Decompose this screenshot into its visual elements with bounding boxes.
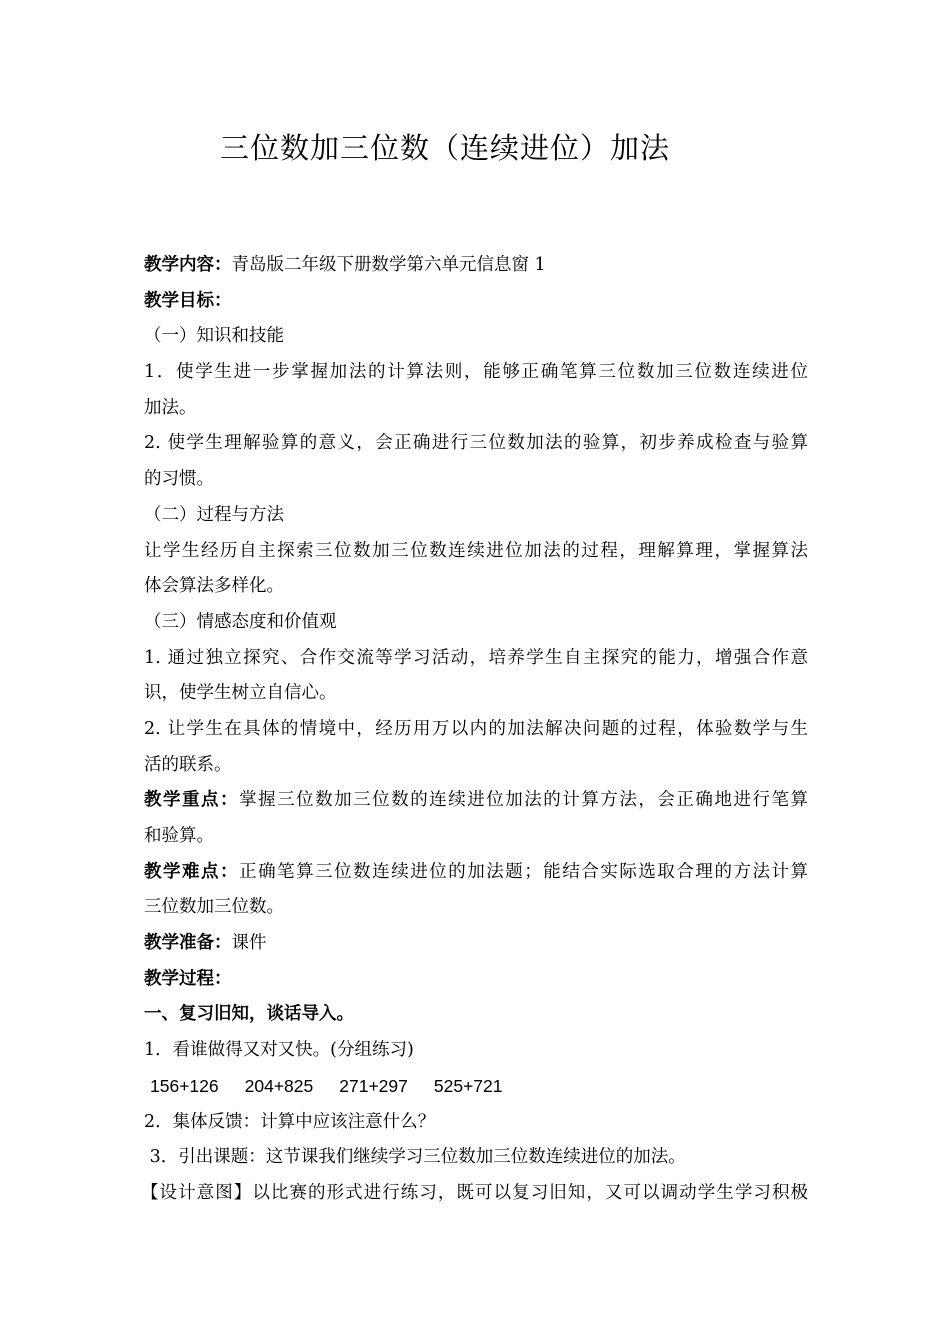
preparation-line <box>144 926 808 962</box>
sum-item: 204+825 <box>244 1075 314 1096</box>
practice-sums <box>144 1069 808 1105</box>
preparation-text: 课件 <box>231 933 267 954</box>
goal-1-line-1: 1．使学生进一步掌握加法的计算法则，能够正确笔算三位数加三位数连续进位 <box>144 362 808 383</box>
emotion-1-line-2: 识，使学生树立自信心。 <box>144 683 337 704</box>
key-points-line-2: 和验算。 <box>144 826 214 846</box>
difficulties-text: 正确笔算三位数连续进位的加法题；能结合实际选取合理的方法计算 <box>239 861 808 882</box>
step-1-item-1: 1．看谁做得又对又快。(分组练习) <box>144 1040 414 1061</box>
process-heading: 教学过程： <box>144 968 232 989</box>
key-points-text: 掌握三位数加三位数的连续进位加法的计算方法，会正确地进行笔算 <box>239 790 808 811</box>
sum-item: 156+126 <box>150 1075 219 1096</box>
emotion-1-line-1: 1. 通过独立探究、合作交流等学习活动，培养学生自主探究的能力，增强合作意 <box>144 647 808 668</box>
section-knowledge-skills: （一）知识和技能 <box>144 326 284 347</box>
teaching-content-label: 教学内容： <box>144 255 232 275</box>
key-points-line-1 <box>144 783 808 819</box>
section-process-method: （二）过程与方法 <box>144 504 284 525</box>
emotion-2-line-1: 2. 让学生在具体的情境中，经历用万以内的加法解决问题的过程，体验数学与生 <box>144 718 808 739</box>
teaching-goals-heading: 教学目标： <box>144 290 232 311</box>
process-line-1: 让学生经历自主探索三位数加三位数连续进位加法的过程，理解算理，掌握算法 <box>144 540 808 561</box>
teaching-content-text: 青岛版二年级下册数学第六单元信息窗 1 <box>231 255 546 275</box>
preparation-label: 教学准备： <box>144 933 232 954</box>
step-1-item-2: 2．集体反馈：计算中应该注意什么？ <box>144 1111 436 1132</box>
document-body <box>141 248 808 1212</box>
key-points-label: 教学重点： <box>144 790 240 811</box>
page-title: 三位数加三位数（连续进位）加法 <box>219 131 670 165</box>
teaching-content-line <box>144 248 808 284</box>
step-1-item-3: 3．引出课题：这节课我们继续学习三位数加三位数连续进位的加法。 <box>144 1147 686 1168</box>
sum-item: 271+297 <box>339 1075 408 1096</box>
emotion-2-line-2: 活的联系。 <box>144 754 232 775</box>
step-1-heading: 一、复习旧知，谈话导入。 <box>144 1004 354 1025</box>
section-emotion-values: （三）情感态度和价值观 <box>144 611 337 632</box>
difficulties-line-2: 三位数加三位数。 <box>144 897 284 918</box>
design-intent-line: 【设计意图】以比赛的形式进行练习，既可以复习旧知，又可以调动学生学习积极 <box>141 1182 808 1203</box>
goal-2-line-1: 2. 使学生理解验算的意义，会正确进行三位数加法的验算，初步养成检查与验算 <box>144 433 808 454</box>
goal-1-line-2: 加法。 <box>144 397 197 418</box>
sum-item: 525+721 <box>433 1075 503 1096</box>
difficulties-label: 教学难点： <box>144 861 240 882</box>
difficulties-line-1 <box>144 855 808 891</box>
goal-2-line-2: 的习惯。 <box>144 469 214 490</box>
process-line-2: 体会算法多样化。 <box>144 576 284 597</box>
